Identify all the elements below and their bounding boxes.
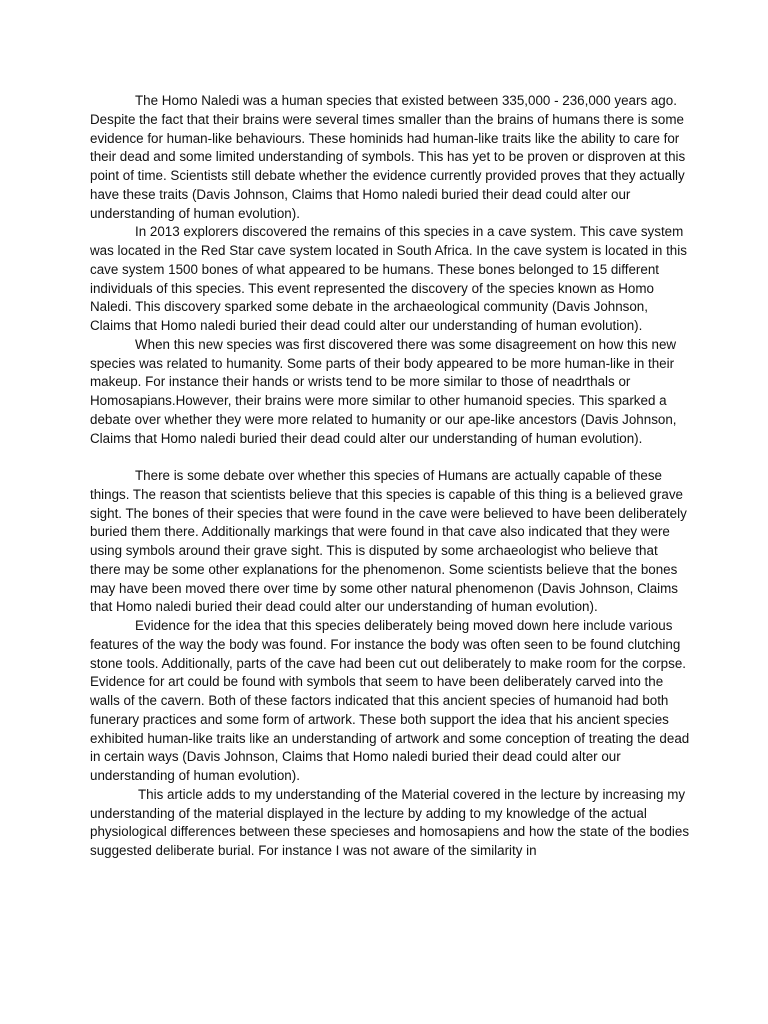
paragraph-6: This article adds to my understanding of the Material covered in the lecture by increasing my understanding of the material displayed in the lecture by adding to my knowledge of the actual physiological differences between these specieses and homosapiens and how the state of the bodies suggested deliberate burial. For instance I was not aware of the similarity in bbox=[90, 786, 690, 858]
paragraph-2: In 2013 explorers discovered the remains of this species in a cave system. This cave system was located in the Red Star cave system located in South Africa. In the cave system is located in this cave system 1500 bones of what appeared to be humans. These bones belonged to 15 different individuals of this species. This event represented the discovery of the species known as Homo Naledi. This discovery sparked some debate in the archaeological community (Davis Johnson, Claims that Homo naledi buried their dead could alter our understanding of human evolution). bbox=[90, 224, 687, 333]
paragraph-4: There is some debate over whether this species of Humans are actually capable of these things. The reason that scientists believe that this species is capable of this thing is a believed grave sight. The bones of their species that were found in the cave were believed to have been deliberately buried them there. Additionally markings that were found in that cave also indicated that they were using symbols around their grave sight. This is disputed by some archaeologist who believe that there may be some other explanations for the phenomenon. Some scientists believe that the bones may have been moved there over time by some other natural phenomenon (Davis Johnson, Claims that Homo naledi buried their dead could alter our understanding of human evolution). bbox=[90, 468, 687, 615]
paragraph-1: The Homo Naledi was a human species that existed between 335,000 - 236,000 years ago. Despite the fact that their brains were several times smaller than the brains of humans there is some evidence for human-like behaviours. These hominids had human-like traits like the ability to care for their dead and some limited understanding of symbols. This has yet to be proven or disproven at this point of time. Scientists still debate whether the evidence currently provided proves that they actually have these traits (Davis Johnson, Claims that Homo naledi buried their dead could alter our understanding of human evolution). bbox=[90, 93, 686, 221]
paragraph-3: When this new species was first discovered there was some disagreement on how this new species was related to humanity. Some parts of their body appeared to be more human-like in their makeup. For instance their hands or wrists tend to be more similar to those of neadrthals or Homosapians.However, their brains were more similar to other humanoid species. This sparked a debate over whether they were more related to humanity or our ape-like ancestors (Davis Johnson, Claims that Homo naledi buried their dead could alter our understanding of human evolution). bbox=[90, 336, 677, 446]
document-body bbox=[90, 92, 690, 861]
paragraph-spacer bbox=[90, 448, 690, 467]
paragraph-5: Evidence for the idea that this species deliberately being moved down here include various features of the way the body was found. For instance the body was often seen to be found clutching stone tools. Additionally, parts of the cave had been cut out deliberately to make room for the corpse. Evidence for art could be found with symbols that seem to have been deliberately carved into the walls of the cavern. Both of these factors indicated that this ancient species of humanoid had both funerary practices and some form of artwork. These both support the idea that his ancient species exhibited human-like traits like an understanding of artwork and some conception of treating the dead in certain ways (Davis Johnson, Claims that Homo naledi buried their dead could alter our understanding of human evolution). bbox=[90, 618, 690, 783]
